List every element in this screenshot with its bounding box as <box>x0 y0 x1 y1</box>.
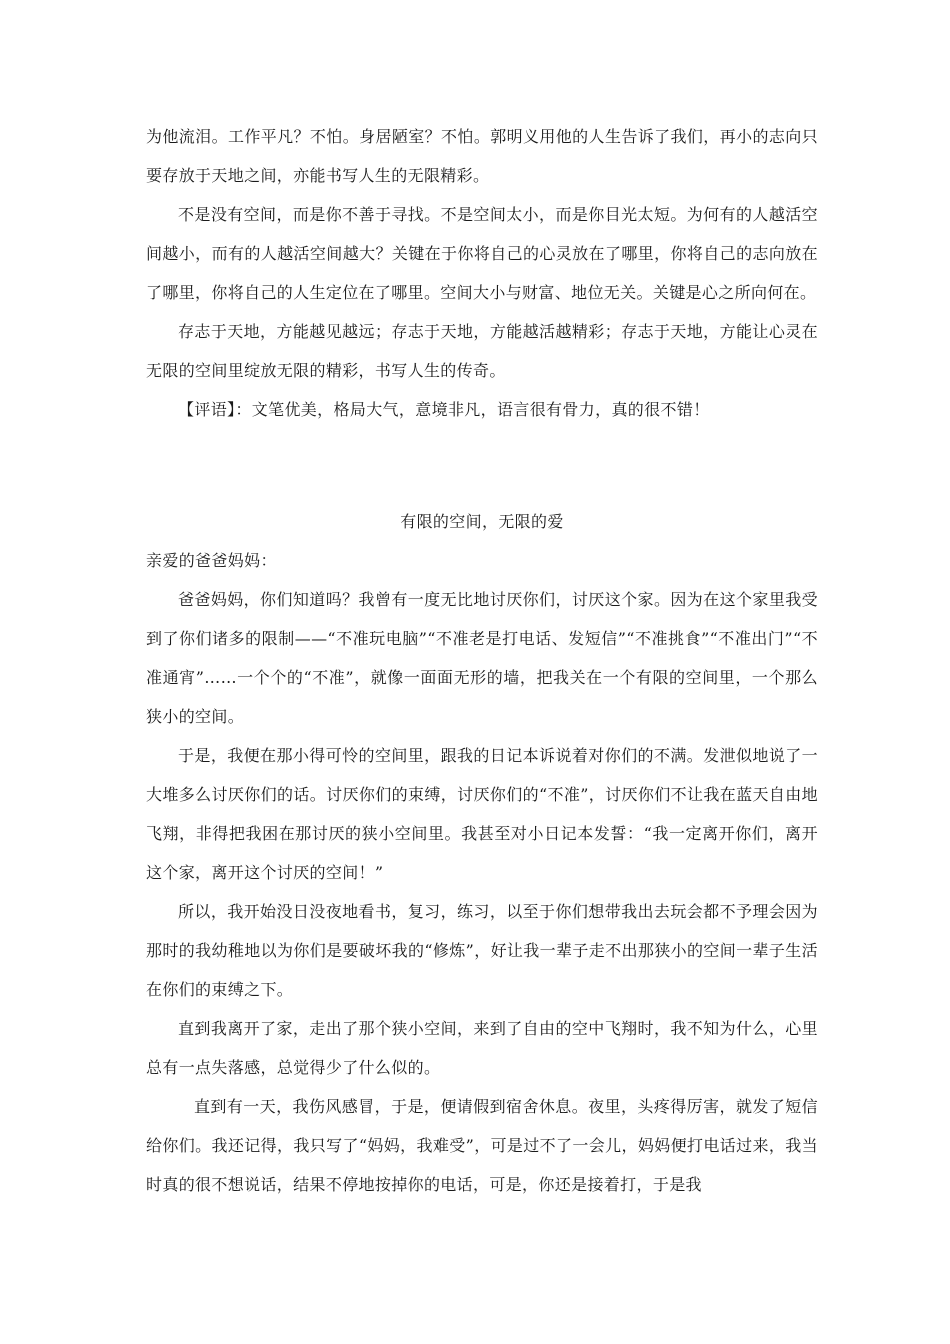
essay2-paragraph-3: 所以，我开始没日没夜地看书，复习，练习，以至于你们想带我出去玩会都不予理会因为那时的我幼稚地以为你们是要破坏我的“修炼”，好让我一辈子走不出那狭小的空间一辈子生活在你们的束缚之下。 <box>146 902 818 999</box>
essay1-comment: 【评语】：文笔优美，格局大气，意境非凡，语言很有骨力，真的很不错！ <box>178 400 710 419</box>
essay2-paragraph-1: 爸爸妈妈，你们知道吗？我曾有一度无比地讨厌你们，讨厌这个家。因为在这个家里我受到了你们诸多的限制——“不准玩电脑”“不准老是打电话、发短信”“不准挑食”“不准出门”“不准通宵”……一个个的“不准”，就像一面面无形的墙，把我关在一个有限的空间里，一个那么狭小的空间。 <box>146 590 818 726</box>
essay2-title: 有限的空间，无限的爱 <box>400 512 564 531</box>
essay2-paragraph-2: 于是，我便在那小得可怜的空间里，跟我的日记本诉说着对你们的不满。发泄似地说了一大堆多么讨厌你们的话。讨厌你们的束缚，讨厌你们的“不准”，讨厌你们不让我在蓝天自由地飞翔，非得把我困在那讨厌的狭小空间里。我甚至对小日记本发誓：“我一定离开你们，离开这个家，离开这个讨厌的空间！” <box>146 746 818 882</box>
essay2-paragraph-4: 直到我离开了家，走出了那个狭小空间，来到了自由的空中飞翔时，我不知为什么，心里总有一点失落感，总觉得少了什么似的。 <box>146 1019 818 1077</box>
essay1-paragraph-2: 不是没有空间，而是你不善于寻找。不是空间太小，而是你目光太短。为何有的人越活空间越小，而有的人越活空间越大？关键在于你将自己的心灵放在了哪里，你将自己的志向放在了哪里，你将自己的人生定位在了哪里。空间大小与财富、地位无关。关键是心之所向何在。 <box>146 205 818 302</box>
essay1-paragraph-3: 存志于天地，方能越见越远；存志于天地，方能越活越精彩；存志于天地，方能让心灵在无限的空间里绽放无限的精彩，书写人生的传奇。 <box>146 322 818 380</box>
essay1-paragraph-1-continued: 为他流泪。工作平凡？不怕。身居陋室？不怕。郭明义用他的人生告诉了我们，再小的志向只要存放于天地之间，亦能书写人生的无限精彩。 <box>146 127 818 185</box>
essay2-body <box>146 541 818 1204</box>
essay1-body <box>146 117 818 429</box>
essay2-salutation: 亲爱的爸爸妈妈： <box>146 551 277 570</box>
essay2-paragraph-5: 直到有一天，我伤风感冒，于是，便请假到宿舍休息。夜里，头疼得厉害，就发了短信给你们。我还记得，我只写了“妈妈，我难受”，可是过不了一会儿，妈妈便打电话过来，我当时真的很不想说话，结果不停地按掉你的电话，可是，你还是接着打，于是我 <box>146 1097 818 1194</box>
